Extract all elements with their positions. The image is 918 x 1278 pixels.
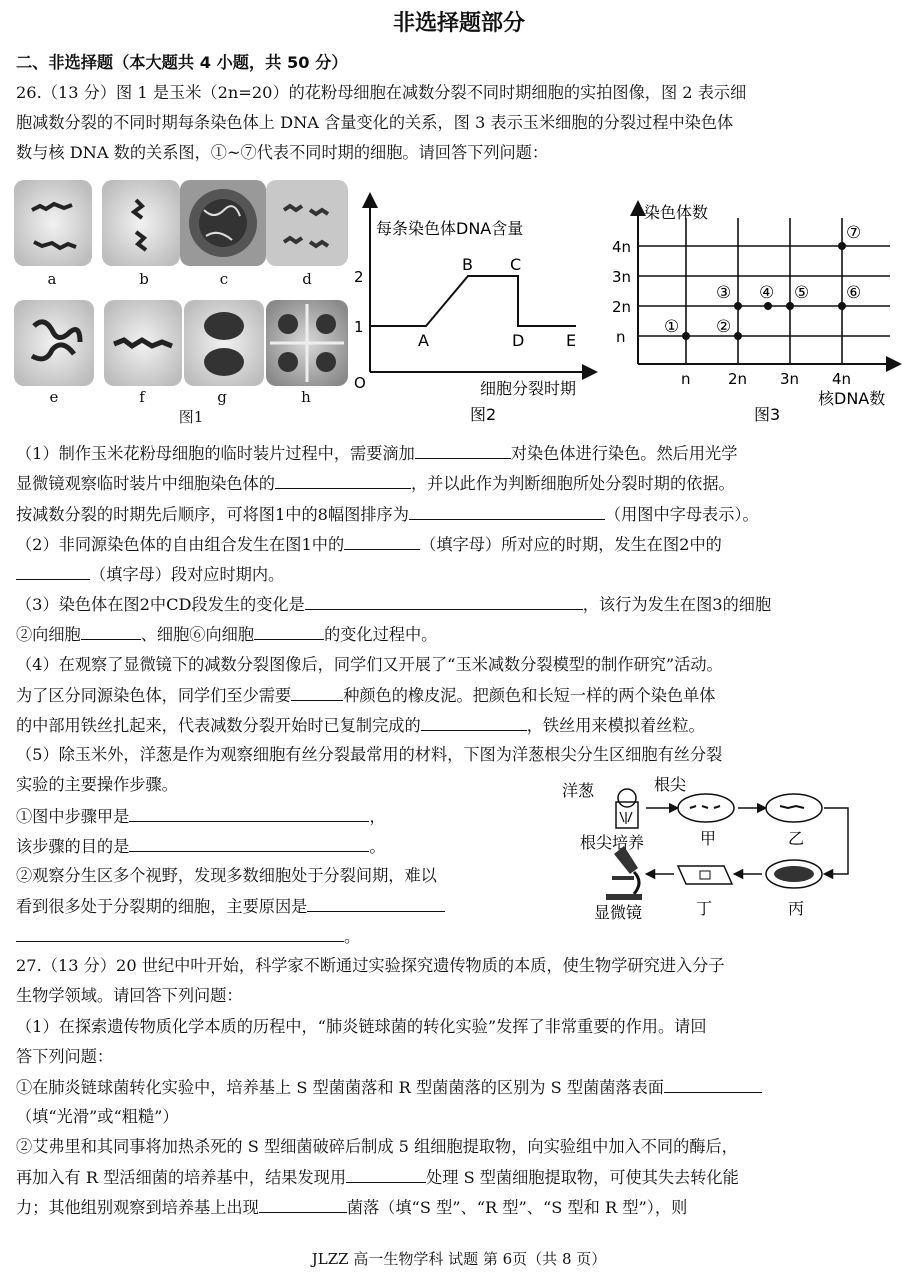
fig3-xtick: 2n	[728, 370, 748, 388]
q26-intro-line: 26.（13 分）图 1 是玉米（2n=20）的花粉母细胞在减数分裂不同时期细胞的实拍图像，图 2 表示细	[16, 83, 747, 102]
text: ①在肺炎链球菌转化实验中，培养基上 S 型菌菌落和 R 型菌菌落的区别为 S 型菌菌落表面	[16, 1078, 664, 1097]
fig3-xtick: 4n	[832, 370, 852, 388]
answer-blank[interactable]	[275, 472, 411, 489]
q27-intro-line: 27.（13 分）20 世纪中叶开始，科学家不断通过实验探究遗传物质的本质，使生物学研究进入分子	[16, 956, 725, 975]
q26-p4-line: （4）在观察了显微镜下的减数分裂图像后，同学们又开展了“玉米减数分裂模型的制作研究”活动。	[16, 655, 723, 674]
micrograph-h	[266, 300, 348, 386]
answer-blank[interactable]	[16, 563, 90, 580]
text: 。	[369, 837, 386, 856]
micrograph-e	[14, 300, 94, 386]
q27-s2-line	[16, 1196, 902, 1219]
text: 。	[344, 927, 361, 946]
text: 力；其他组别观察到培养基上出现	[16, 1198, 259, 1217]
text: 按减数分裂的时期先后顺序，可将图1中的8幅图排序为	[16, 505, 409, 524]
q26-intro-line: 数与核 DNA 数的关系图，①~⑦代表不同时期的细胞。请回答下列问题：	[16, 143, 549, 162]
q27-s1-line: （填“光滑”或“粗糙”）	[16, 1107, 179, 1126]
text: （1）制作玉米花粉母细胞的临时装片过程中，需要滴加	[16, 444, 415, 463]
dish-bing-icon	[766, 860, 822, 888]
q27-intro-line: 生物学领域。请回答下列问题：	[16, 986, 243, 1005]
answer-blank[interactable]	[409, 503, 605, 520]
label-jia: 甲	[700, 829, 717, 848]
answer-blank[interactable]	[346, 1166, 426, 1183]
fig3-ytick: 2n	[612, 298, 632, 316]
section-heading: 二、非选择题（本大题共 4 小题，共 50 分）	[16, 53, 348, 72]
q26-p1-line	[16, 472, 902, 495]
text: （填字母）所对应的时期，发生在图2中的	[420, 535, 722, 554]
fig2-point-a: A	[418, 331, 429, 350]
fig1-label-a: a	[47, 270, 57, 288]
q26-p5-step1-purpose	[16, 835, 556, 858]
fig1-label-g: g	[217, 388, 227, 406]
fig2-ytick: 2	[354, 268, 364, 286]
answer-blank[interactable]	[664, 1076, 762, 1093]
label-bing: 丙	[788, 899, 805, 918]
text: ，该行为发生在图3的细胞	[582, 595, 772, 614]
answer-blank[interactable]	[129, 805, 369, 822]
fig2-caption: 图2	[470, 405, 497, 424]
text: （用图中字母表示）。	[604, 505, 759, 524]
label-onion: 洋葱	[562, 781, 595, 800]
fig3-cell-7: ⑦	[846, 223, 862, 243]
fig1-label-b: b	[139, 270, 149, 288]
fig2-curve	[370, 276, 576, 326]
page-title: 非选择题部分	[392, 11, 525, 36]
fig1-caption: 图1	[178, 408, 204, 426]
micrograph-c	[180, 180, 266, 266]
micrograph-g	[184, 300, 264, 386]
text: 显微镜观察临时装片中细胞染色体的	[16, 474, 275, 493]
q26-p3-line	[16, 623, 902, 646]
figure-2	[350, 186, 602, 426]
label-microscope: 显微镜	[594, 903, 643, 922]
label-root-tip: 根尖	[654, 775, 687, 794]
text: 种颜色的橡皮泥。把颜色和长短一样的两个染色单体	[343, 686, 716, 705]
q26-p4-line	[16, 684, 902, 707]
fig2-xlabel: 细胞分裂时期	[480, 379, 577, 398]
answer-blank[interactable]	[129, 835, 369, 852]
slide-ding-icon	[678, 866, 732, 884]
micrograph-d	[266, 180, 348, 266]
answer-blank[interactable]	[344, 533, 420, 550]
label-culture: 根尖培养	[580, 833, 645, 852]
q26-p3-line	[16, 593, 902, 616]
q26-p1-line	[16, 503, 902, 526]
fig2-point-b: B	[462, 255, 473, 274]
onion-icon	[616, 789, 638, 828]
fig3-ytick: n	[616, 328, 626, 346]
fig3-cell-2: ②	[716, 317, 732, 337]
text: ，	[369, 807, 386, 826]
fig3-xtick: 3n	[780, 370, 800, 388]
q27-s2-line	[16, 1166, 902, 1189]
answer-blank[interactable]	[291, 684, 343, 701]
text: ，铁丝用来模拟着丝粒。	[526, 716, 705, 735]
text: 的中部用铁丝扎起来，代表减数分裂开始时已复制完成的	[16, 716, 421, 735]
fig1-label-e: e	[49, 388, 59, 406]
text: ②向细胞	[16, 625, 81, 644]
fig3-cell-6: ⑥	[846, 283, 862, 303]
fig3-ylabel: 染色体数	[644, 203, 709, 222]
fig2-ytick: 1	[354, 318, 364, 336]
dish-yi-icon	[766, 794, 822, 822]
fig3-ytick: 4n	[612, 238, 632, 256]
q26-p5-step2	[16, 895, 556, 918]
text: 看到很多处于分裂期的细胞，主要原因是	[16, 897, 308, 916]
fig1-label-d: d	[302, 270, 312, 288]
q26-p1-line	[16, 442, 902, 465]
q26-p5-step2	[16, 925, 556, 948]
fig2-ylabel: 每条染色体DNA含量	[376, 219, 524, 238]
micrograph-f	[104, 300, 182, 386]
fig2-point-c: C	[510, 255, 522, 274]
micrograph-a	[14, 180, 92, 266]
page-footer: JLZZ 高一生物学科 试题 第 6页（共 8 页）	[311, 1250, 607, 1268]
text: （3）染色体在图2中CD段发生的变化是	[16, 595, 305, 614]
q27-p1-line: 答下列问题：	[16, 1047, 114, 1066]
fig3-xtick: n	[681, 370, 691, 388]
answer-blank[interactable]	[259, 1196, 347, 1213]
fig3-cell-1: ①	[664, 317, 680, 337]
text: 的变化过程中。	[324, 625, 438, 644]
fig1-label-f: f	[139, 388, 145, 406]
dish-jia-icon	[678, 794, 734, 822]
answer-blank[interactable]	[16, 925, 344, 942]
fig3-ytick: 3n	[612, 268, 632, 286]
label-yi: 乙	[788, 829, 805, 848]
fig3-cell-5: ⑤	[794, 283, 810, 303]
fig3-cell-4: ④	[759, 283, 775, 303]
fig2-point-d: D	[512, 331, 525, 350]
q27-p1-line: （1）在探索遗传物质化学本质的历程中，“肺炎链球菌的转化实验”发挥了非常重要的作用。请回	[16, 1017, 707, 1036]
q26-p4-line	[16, 714, 902, 737]
text: 再加入有 R 型活细菌的培养基中，结果发现用	[16, 1168, 347, 1187]
text: （2）非同源染色体的自由组合发生在图1中的	[16, 535, 345, 554]
text: 为了区分同源染色体，同学们至少需要	[16, 686, 292, 705]
answer-blank[interactable]	[254, 623, 324, 640]
answer-blank[interactable]	[415, 442, 511, 459]
q26-p2-line	[16, 563, 902, 586]
answer-blank[interactable]	[421, 714, 527, 731]
q26-p5-step1	[16, 805, 556, 828]
text: 、细胞⑥向细胞	[140, 625, 255, 644]
text: 处理 S 型菌细胞提取物，可使其失去转化能	[426, 1168, 739, 1187]
answer-blank[interactable]	[81, 623, 141, 640]
q26-p5-step2: ②观察分生区多个视野，发现多数细胞处于分裂间期，难以	[16, 866, 437, 885]
q27-s1-line	[16, 1076, 902, 1099]
text: ①图中步骤甲是	[16, 807, 130, 826]
figure-3	[604, 192, 904, 428]
fig2-origin: O	[354, 374, 366, 392]
fig2-point-e: E	[566, 331, 577, 350]
text: 菌落（填“S 型”、“R 型”、“S 型和 R 型”），则	[346, 1198, 688, 1217]
text: 对染色体进行染色。然后用光学	[510, 444, 738, 463]
fig1-label-h: h	[301, 388, 311, 406]
q27-s2-line: ②艾弗里和其同事将加热杀死的 S 型细菌破碎后制成 5 组细胞提取物，向实验组中加入不同的酶后，	[16, 1137, 738, 1156]
q26-p2-line	[16, 533, 902, 556]
fig3-cell-3: ③	[716, 283, 732, 303]
text: （填字母）段对应时期内。	[90, 565, 285, 584]
q26-p5-line: （5）除玉米外，洋葱是作为观察细胞有丝分裂最常用的材料，下图为洋葱根尖分生区细胞有丝分裂	[16, 745, 723, 764]
fig1-label-c: c	[219, 270, 229, 288]
label-ding: 丁	[696, 899, 713, 918]
answer-blank[interactable]	[305, 593, 583, 610]
answer-blank[interactable]	[307, 895, 445, 912]
micrograph-b	[102, 180, 180, 266]
fig3-caption: 图3	[754, 405, 781, 424]
q26-intro-line: 胞减数分裂的不同时期每条染色体上 DNA 含量变化的关系，图 3 表示玉米细胞的分裂过程中染色体	[16, 113, 734, 132]
text: ，并以此作为判断细胞所处分裂时期的依据。	[411, 474, 735, 493]
text: 该步骤的目的是	[16, 837, 130, 856]
microscope-icon	[606, 846, 642, 900]
q26-p5-line: 实验的主要操作步骤。	[16, 775, 178, 794]
onion-experiment-diagram	[556, 772, 856, 926]
fig3-xlabel: 核DNA数	[818, 389, 886, 408]
